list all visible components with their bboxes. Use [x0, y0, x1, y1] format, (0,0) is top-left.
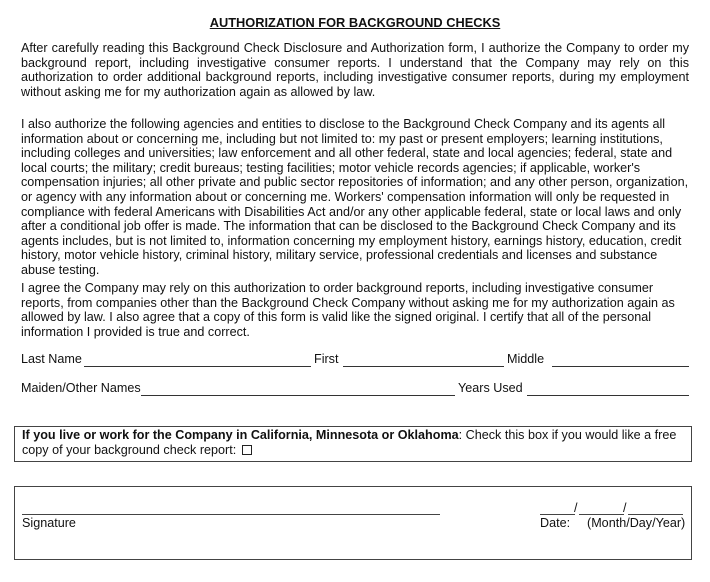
- state-notice-bold: If you live or work for the Company in California, Minnesota or Oklahoma: [22, 428, 459, 442]
- last-name-field[interactable]: [84, 366, 311, 367]
- document-title: AUTHORIZATION FOR BACKGROUND CHECKS: [209, 15, 501, 30]
- date-label: Date:: [540, 516, 571, 530]
- date-year-field[interactable]: [628, 514, 683, 515]
- maiden-names-field[interactable]: [141, 395, 455, 396]
- date-slash-1: /: [574, 501, 578, 515]
- middle-name-label: Middle: [507, 352, 545, 366]
- paragraph-disclosure-agencies: I also authorize the following agencies and entities to disclose to the Background Check Company and its agents all information about or concerning me, including but not limited to: my past or present employers; learning institutions, including colleges and universities; law enforcement and all other federal, state and local agencies; federal, state and local courts; the military; credit bureaus; testing facilities; motor vehicle records agencies; if applicable, worker's compensation injuries; all other private and public sector repositories of information; and any other person, organization, or agency with any information about or concerning me. Workers' compensation information will only be requested in compliance with federal Americans with Disabilities Act and/or any other applicable federal, state or local laws and only after a conditional job offer is made. The information that can be disclosed to the Background Check Company and its agents includes, but is not limited to, information concerning my employment history, earnings history, education, credit history, motor vehicle history, criminal history, military service, professional credentials and licenses and substance abuse testing.: [21, 117, 689, 277]
- date-slash-2: /: [623, 501, 627, 515]
- state-notice-instructions: : Check this box if you would like a free copy of your background check report:: [22, 428, 677, 457]
- years-used-field[interactable]: [527, 395, 689, 396]
- name-row: [21, 352, 689, 368]
- state-notice-box: [14, 426, 692, 462]
- other-names-row: [21, 381, 689, 397]
- last-name-label: Last Name: [21, 352, 82, 366]
- signature-label: Signature: [22, 516, 76, 530]
- signature-box: [14, 486, 692, 560]
- date-format-hint: (Month/Day/Year): [587, 516, 686, 530]
- free-copy-checkbox[interactable]: [242, 445, 252, 455]
- paragraph-authorization: After carefully reading this Background Check Disclosure and Authorization form, I authorize the Company to order my background report, including investigative consumer reports. I understand that the Company may rely on this authorization to order additional background reports, including investigative consumer reports, during my employment without asking me for my authorization again as allowed by law.: [21, 41, 689, 99]
- date-month-field[interactable]: [540, 514, 575, 515]
- first-name-label: First: [314, 352, 339, 366]
- first-name-field[interactable]: [343, 366, 504, 367]
- signature-field[interactable]: [22, 514, 440, 515]
- paragraph-agreement: I agree the Company may rely on this authorization to order background reports, including investigative consumer reports, from companies other than the Background Check Company without asking me for my authorization again as allowed by law. I also agree that a copy of this form is valid like the signed original. I certify that all of the personal information I provided is true and correct.: [21, 281, 675, 339]
- date-day-field[interactable]: [579, 514, 624, 515]
- middle-name-field[interactable]: [552, 366, 689, 367]
- maiden-names-label: Maiden/Other Names: [21, 381, 141, 395]
- years-used-label: Years Used: [458, 381, 523, 395]
- state-notice-text: [22, 428, 682, 458]
